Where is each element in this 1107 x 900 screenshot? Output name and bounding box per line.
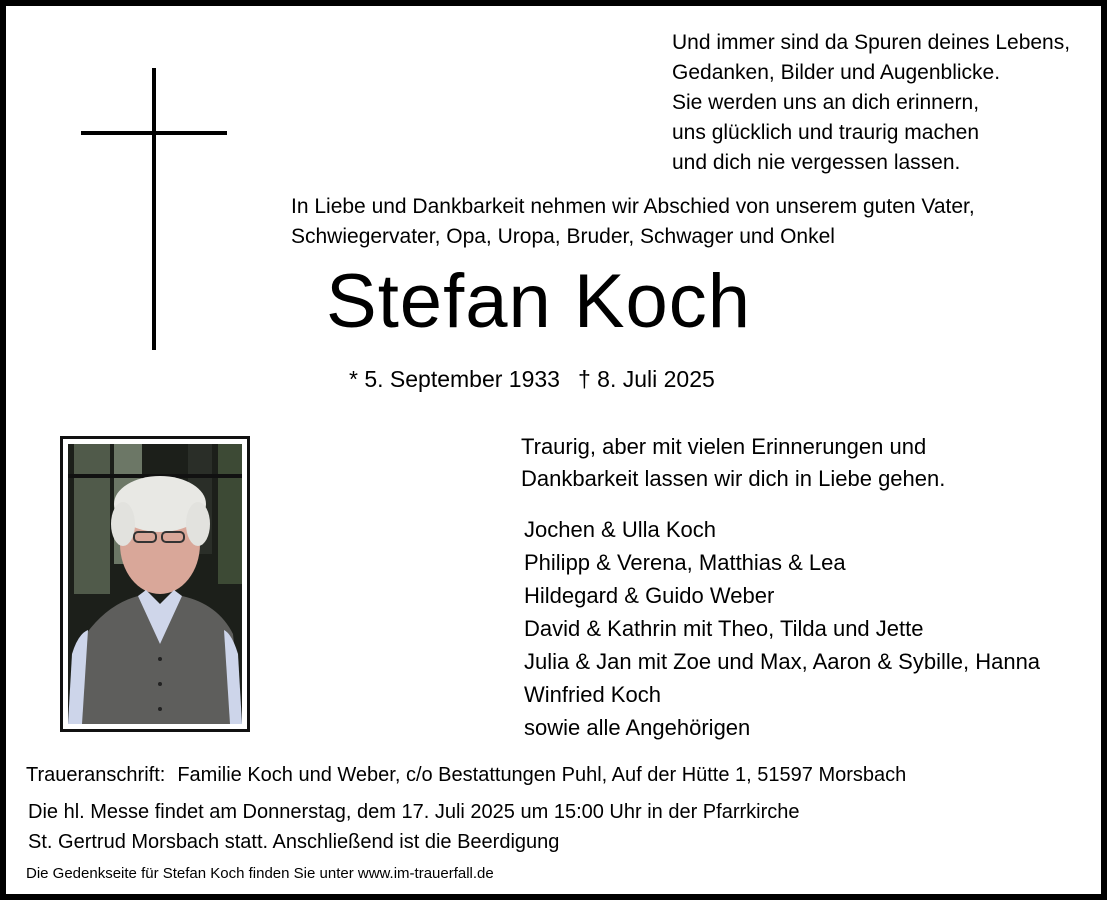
address-value: Familie Koch und Weber, c/o Bestattungen Puhl, Auf der Hütte 1, 51597 Morsbach <box>177 764 907 786</box>
poem-line: uns glücklich und traurig machen <box>672 121 980 144</box>
intro-line: In Liebe und Dankbarkeit nehmen wir Abschied von unserem guten Vater, <box>291 195 975 218</box>
farewell-text <box>521 431 945 495</box>
portrait-photo-icon <box>68 444 242 724</box>
mourner-item: Hildegard & Guido Weber <box>524 583 775 608</box>
portrait-photo <box>60 436 250 732</box>
mourner-item: Jochen & Ulla Koch <box>524 517 716 542</box>
poem-line: Sie werden uns an dich erinnern, <box>672 91 980 114</box>
mourner-item: Winfried Koch <box>524 682 661 707</box>
farewell-line: Traurig, aber mit vielen Erinnerungen und <box>521 434 927 459</box>
mass-line: Die hl. Messe findet am Donnerstag, dem 17. Juli 2025 um 15:00 Uhr in der Pfarrkirche <box>28 801 800 823</box>
mourning-address <box>26 760 906 790</box>
death-date: † 8. Juli 2025 <box>577 366 715 392</box>
birth-date: * 5. September 1933 <box>349 366 560 392</box>
cross-icon-horizontal-bar <box>81 131 227 135</box>
mass-line: St. Gertrud Morsbach statt. Anschließend ist die Beerdigung <box>28 831 560 853</box>
mourners-list <box>524 513 1040 744</box>
mourner-item: Julia & Jan mit Zoe und Max, Aaron & Sybille, Hanna <box>524 649 1041 674</box>
poem-line: Gedanken, Bilder und Augenblicke. <box>672 61 1001 84</box>
farewell-line: Dankbarkeit lassen wir dich in Liebe gehen. <box>521 466 946 491</box>
poem <box>672 28 1070 178</box>
mourner-item: sowie alle Angehörigen <box>524 715 751 740</box>
memorial-page-note: Die Gedenkseite für Stefan Koch finden Sie unter www.im-trauerfall.de <box>26 865 494 882</box>
mourner-item: Philipp & Verena, Matthias & Lea <box>524 550 846 575</box>
intro-text <box>291 192 975 252</box>
mourner-item: David & Kathrin mit Theo, Tilda und Jette <box>524 616 924 641</box>
intro-line: Schwiegervater, Opa, Uropa, Bruder, Schwager und Onkel <box>291 225 835 248</box>
poem-line: und dich nie vergessen lassen. <box>672 151 961 174</box>
cross-icon-vertical-bar <box>152 68 156 350</box>
life-dates <box>349 363 715 395</box>
mass-info <box>28 797 799 857</box>
poem-line: Und immer sind da Spuren deines Lebens, <box>672 31 1071 54</box>
deceased-name: Stefan Koch <box>326 259 752 344</box>
address-label: Traueranschrift: <box>26 764 166 786</box>
